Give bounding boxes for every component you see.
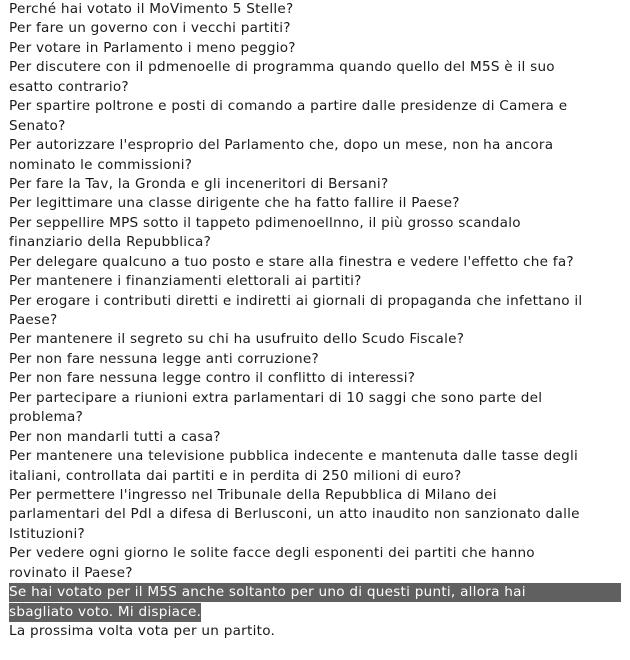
text-line: Senato? (9, 117, 66, 134)
text-line: esatto contrario? (9, 78, 129, 95)
text-line: rovinato il Paese? (9, 564, 133, 581)
text-line: Per mantenere i finanziamenti elettorali ai partiti? (9, 273, 362, 290)
text-line: finanziario della Repubblica? (9, 234, 212, 251)
text-line: Per legittimare una classe dirigente che ha fatto fallire il Paese? (9, 195, 460, 212)
text-line: Per mantenere una televisione pubblica indecente e mantenuta dalle tasse degli (9, 448, 579, 465)
text-line: nominato le commissioni? (9, 156, 193, 173)
text-line: Per fare la Tav, la Gronda e gli inceneritori di Bersani? (9, 175, 389, 192)
text-line: Per partecipare a riunioni extra parlamentari di 10 saggi che sono parte del (9, 389, 543, 406)
text-line: Perché hai votato il MoVimento 5 Stelle? (9, 1, 294, 17)
text-line: Per votare in Parlamento i meno peggio? (9, 39, 296, 56)
text-line: italiani, controllata dai partiti e in perdita di 250 milioni di euro? (9, 467, 462, 484)
text-line: Per permettere l'ingresso nel Tribunale della Repubblica di Milano dei (9, 486, 497, 503)
text-line: Per non mandarli tutti a casa? (9, 428, 221, 445)
text-line: Istituzioni? (9, 525, 85, 542)
text-line: Per erogare i contributi diretti e indiretti ai giornali di propaganda che infettano il (9, 292, 583, 309)
closing-line: La prossima volta vota per un partito. (9, 623, 276, 639)
text-line: Per vedere ogni giorno le solite facce degli esponenti dei partiti che hanno (9, 545, 535, 562)
text-line: Per delegare qualcuno a tuo posto e stare alla finestra e vedere l'effetto che fa? (9, 253, 574, 270)
highlight-line-1 (9, 583, 621, 602)
text-line: Per seppellire MPS sotto il tappeto pdimenoellnno, il più grosso scandalo (9, 214, 521, 231)
text-line: Per spartire poltrone e posti di comando a partire dalle presidenze di Camera e (9, 98, 568, 115)
text-line: Per fare un governo con i vecchi partiti? (9, 20, 291, 37)
text-line: Per discutere con il pdmenoelle di programma quando quello del M5S è il suo (9, 59, 555, 76)
article-text (9, 0, 621, 641)
text-line: Per non fare nessuna legge contro il conflitto di interessi? (9, 370, 416, 387)
text-line: problema? (9, 409, 84, 426)
text-line: Per mantenere il segreto su chi ha usufruito dello Scudo Fiscale? (9, 331, 465, 348)
highlighted-apology: sbagliato voto. Mi dispiace. (9, 603, 202, 620)
question-list (9, 0, 621, 583)
highlighted-conclusion: Se hai votato per il M5S anche soltanto per uno di questi punti, allora hai (9, 583, 621, 602)
text-line: Paese? (9, 312, 58, 328)
highlight-line-2 (9, 603, 621, 622)
text-line: parlamentari del Pdl a difesa di Berlusconi, un atto inaudito non sanzionato dalle (9, 506, 580, 523)
text-line: Per non fare nessuna legge anti corruzione? (9, 350, 319, 367)
text-line: Per autorizzare l'esproprio del Parlamento che, dopo un mese, non ha ancora (9, 137, 554, 154)
